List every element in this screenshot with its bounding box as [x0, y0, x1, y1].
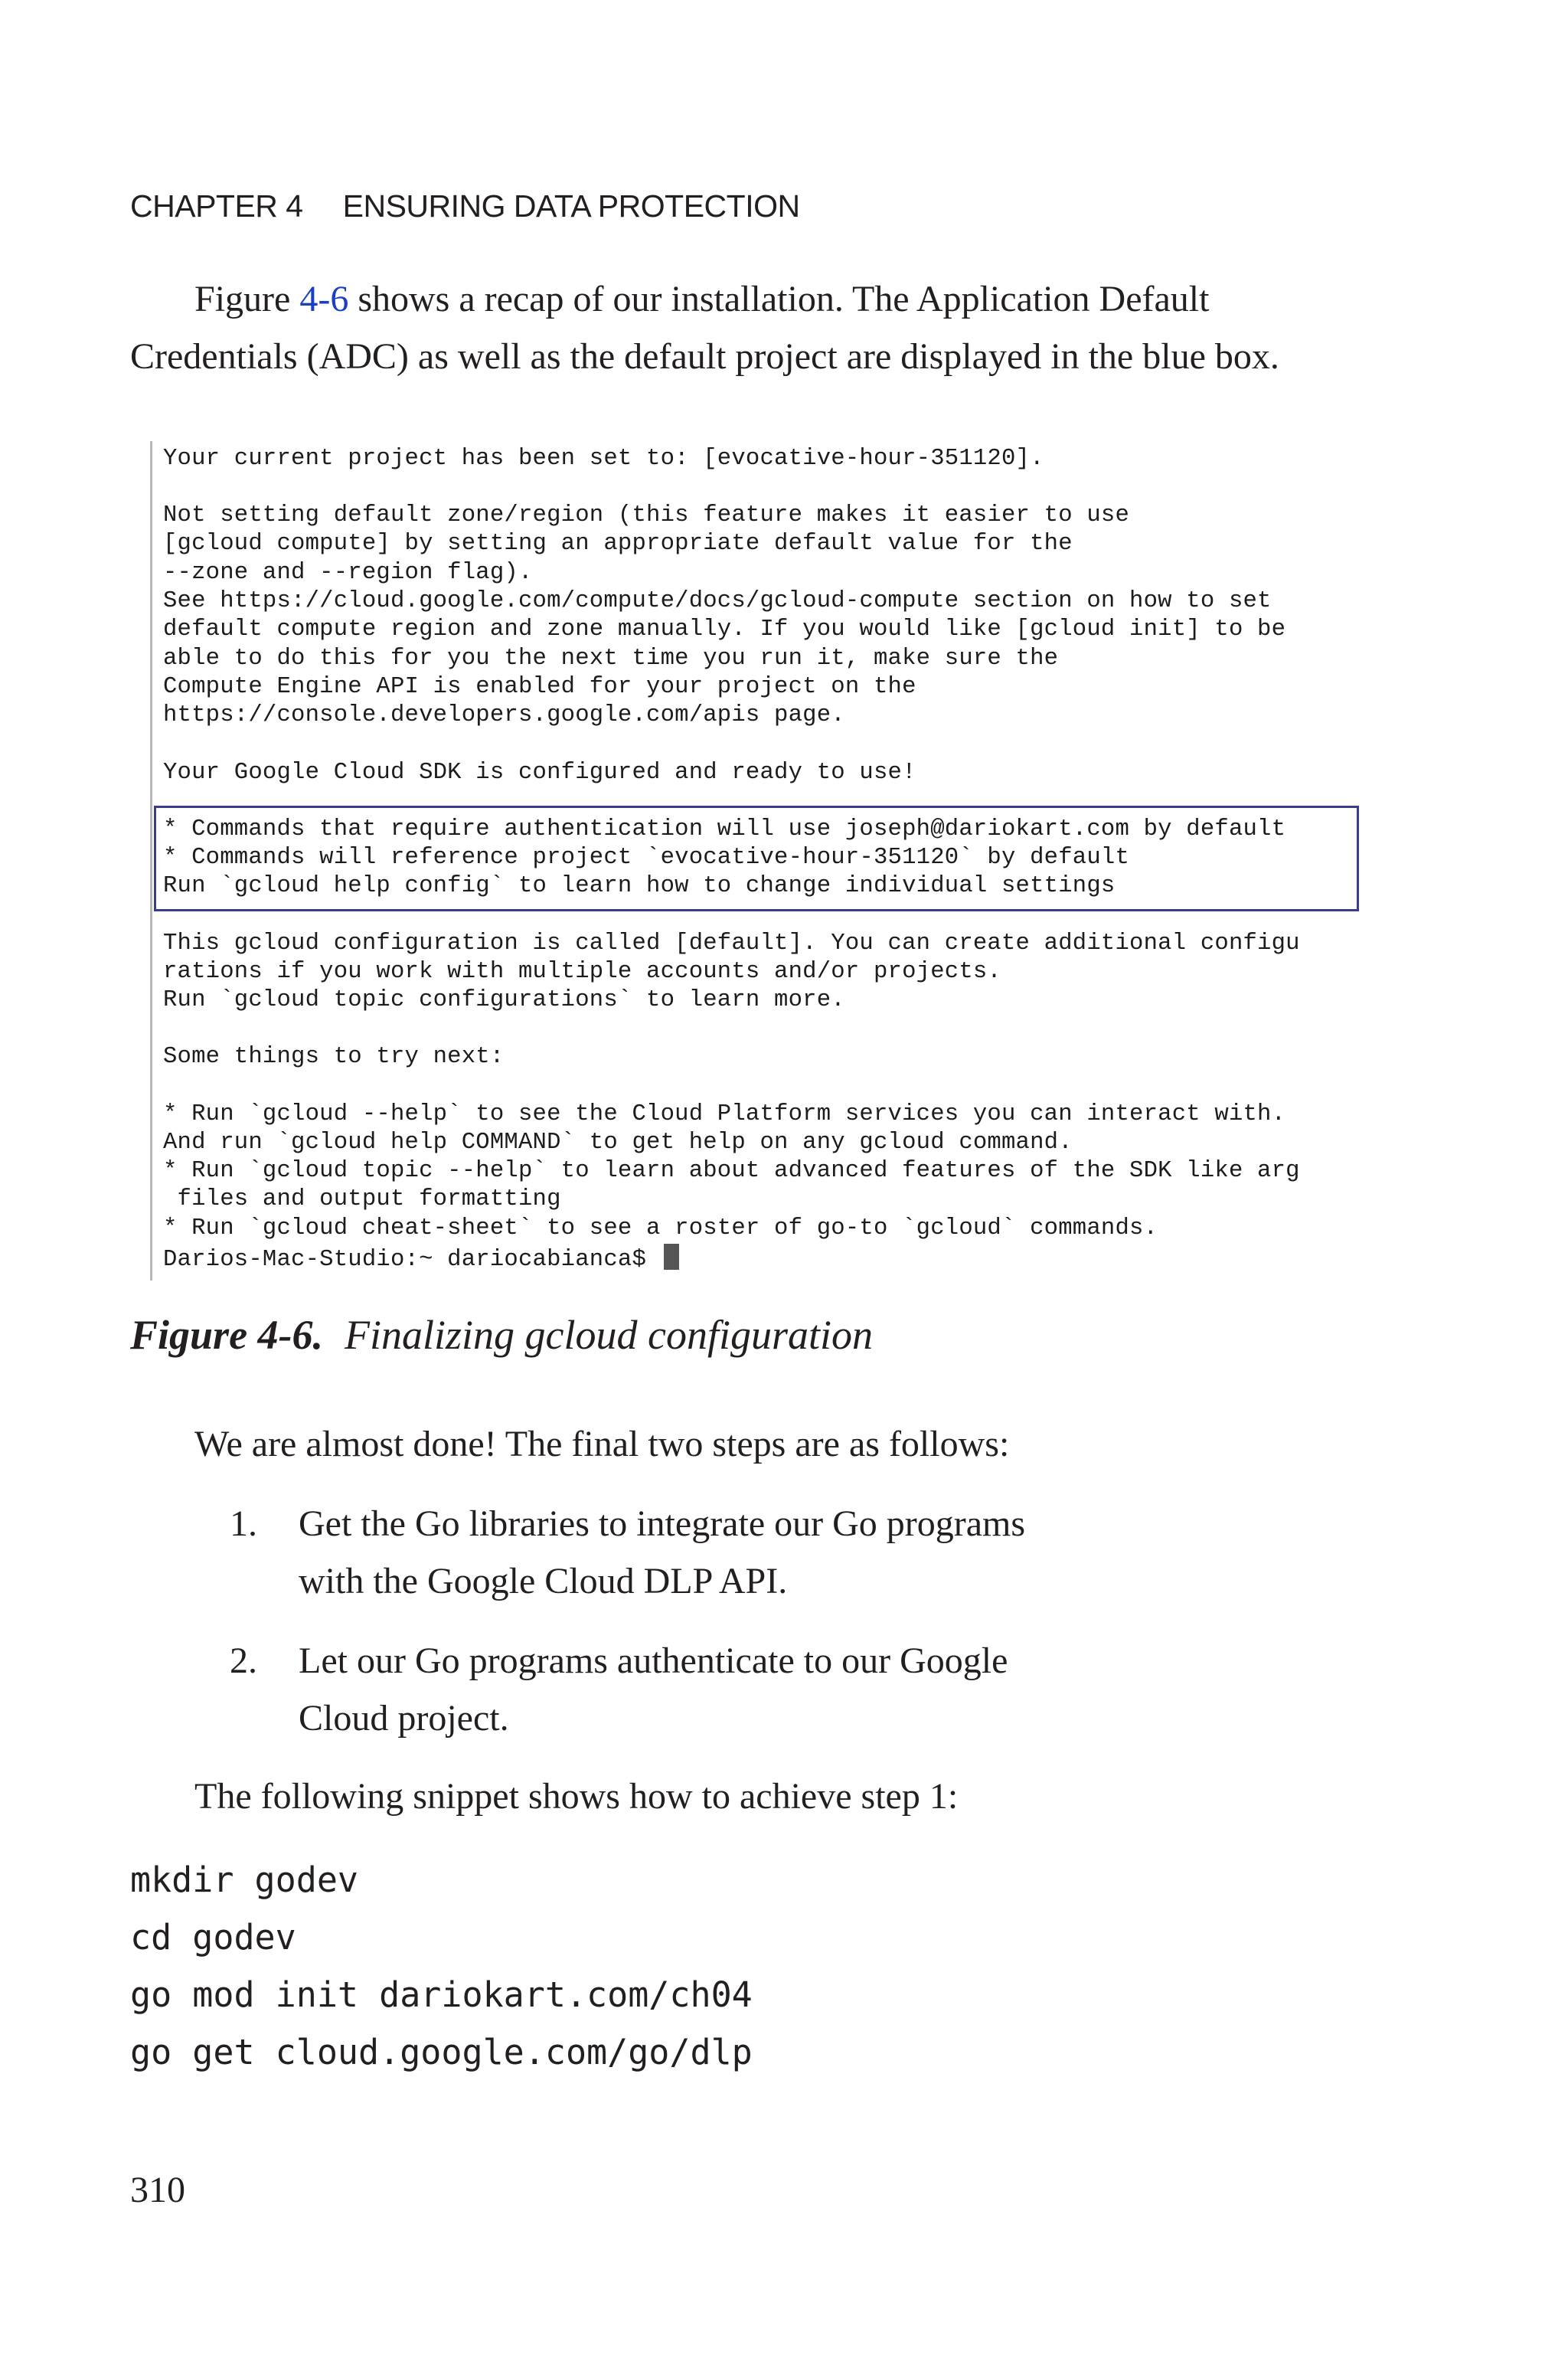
running-head	[130, 188, 800, 224]
terminal-cursor	[664, 1244, 679, 1270]
terminal-prompt: Darios-Mac-Studio:~ dariocabianca$	[163, 1247, 647, 1273]
terminal-line: Run `gcloud help config` to learn how to change individual settings	[163, 873, 1116, 899]
terminal-line: files and output formatting	[163, 1186, 561, 1212]
terminal-line: Not setting default zone/region (this feature makes it easier to use	[163, 502, 1130, 528]
list-item-text: with the Google Cloud DLP API.	[299, 1561, 788, 1601]
snippet-intro: The following snippet shows how to achieve step 1:	[194, 1776, 959, 1817]
terminal-line: able to do this for you the next time you run it, make sure the	[163, 646, 1059, 672]
terminal-line: default compute region and zone manually. If you would like [gcloud init] to be	[163, 617, 1286, 643]
figure-number: Figure 4-6.	[130, 1312, 324, 1358]
list-item-text: Get the Go libraries to integrate our Go programs	[299, 1503, 1026, 1544]
terminal-line: * Run `gcloud cheat-sheet` to see a roster of go-to `gcloud` commands.	[163, 1215, 1158, 1241]
terminal-screenshot	[150, 441, 1366, 1281]
code-line: go mod init dariokart.com/ch04	[130, 1974, 753, 2015]
page-number: 310	[130, 2170, 185, 2210]
list-marker: 2.	[230, 1640, 257, 1681]
code-line: cd godev	[130, 1917, 296, 1958]
terminal-prompt-line	[163, 1244, 679, 1273]
terminal-line: See https://cloud.google.com/compute/docs/gcloud-compute section on how to set	[163, 588, 1272, 614]
terminal-line: This gcloud configuration is called [default]. You can create additional configu	[163, 931, 1300, 957]
steps-intro: We are almost done! The final two steps are as follows:	[194, 1424, 1010, 1464]
list-item-text: Cloud project.	[299, 1698, 509, 1739]
terminal-line: https://console.developers.google.com/apis page.	[163, 702, 845, 728]
list-item-text: Let our Go programs authenticate to our Google	[299, 1640, 1008, 1681]
terminal-line: Run `gcloud topic configurations` to learn more.	[163, 987, 845, 1013]
chapter-title: ENSURING DATA PROTECTION	[342, 188, 800, 224]
terminal-line: Your current project has been set to: [evocative-hour-351120].	[163, 446, 1044, 472]
terminal-line: * Commands that require authentication will use joseph@dariokart.com by default	[163, 816, 1286, 842]
intro-paragraph-line-1: Figure 4-6 shows a recap of our installation. The Application Default	[194, 279, 1210, 319]
list-marker: 1.	[230, 1503, 257, 1544]
terminal-line: * Run `gcloud topic --help` to learn about advanced features of the SDK like arg	[163, 1158, 1300, 1184]
figure-reference-link[interactable]: 4-6	[299, 279, 349, 319]
figure-title: Finalizing gcloud configuration	[345, 1312, 874, 1358]
terminal-line: * Commands will reference project `evocative-hour-351120` by default	[163, 845, 1130, 871]
intro-paragraph-line-2: Credentials (ADC) as well as the default project are displayed in the blue box.	[130, 336, 1279, 377]
terminal-line: Your Google Cloud SDK is configured and ready to use!	[163, 760, 916, 786]
terminal-line: * Run `gcloud --help` to see the Cloud Platform services you can interact with.	[163, 1101, 1286, 1127]
terminal-line: And run `gcloud help COMMAND` to get help on any gcloud command.	[163, 1130, 1073, 1156]
terminal-line: --zone and --region flag).	[163, 560, 533, 586]
terminal-line: [gcloud compute] by setting an appropriate default value for the	[163, 531, 1073, 557]
chapter-label: CHAPTER 4	[130, 188, 303, 224]
code-line: mkdir godev	[130, 1860, 359, 1900]
figure-caption	[130, 1311, 873, 1359]
terminal-line: Compute Engine API is enabled for your project on the	[163, 674, 916, 700]
terminal-line: rations if you work with multiple accounts and/or projects.	[163, 959, 1001, 985]
code-line: go get cloud.google.com/go/dlp	[130, 2032, 753, 2072]
terminal-line: Some things to try next:	[163, 1044, 505, 1070]
